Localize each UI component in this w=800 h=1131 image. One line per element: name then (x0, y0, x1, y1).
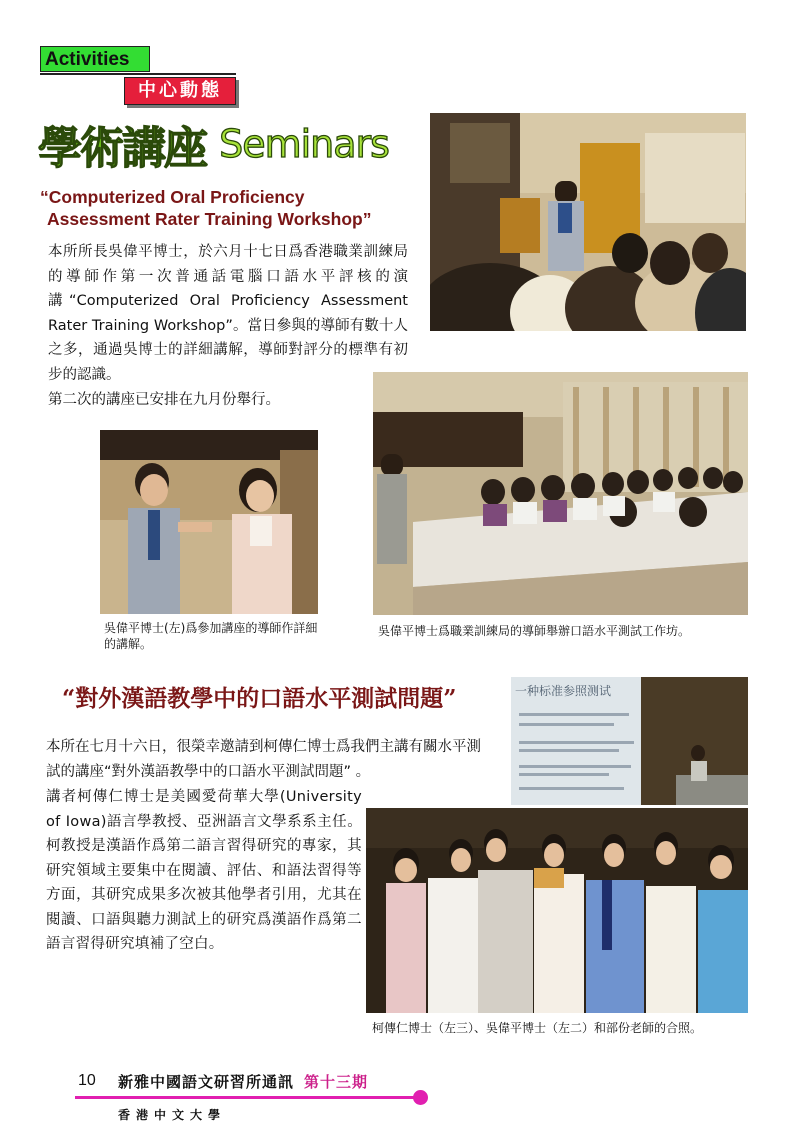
article1-paragraph2: 第二次的講座已安排在九月份舉行。 (48, 392, 280, 408)
issue-number: 第十三期 (304, 1073, 369, 1091)
caption-group-photo: 柯傳仁博士（左三）、吳偉平博士（左二）和部份老師的合照。 (372, 1021, 703, 1035)
university-name: 香港中文大學 (118, 1108, 227, 1122)
section-heading-zh: 學術講座 (38, 123, 206, 174)
photo-classroom-workshop (373, 372, 748, 615)
article2-title: “對外漢語教學中的口語水平測試問題” (62, 685, 457, 712)
section-heading (38, 112, 389, 172)
photo-conversation (100, 430, 318, 614)
footer-dot (413, 1090, 428, 1105)
article1-title (40, 186, 420, 230)
page-number: 10 (78, 1072, 96, 1089)
article1-title-line1: “Computerized Oral Proficiency (40, 187, 305, 207)
section-tag-activities: Activities (40, 46, 150, 72)
slide-heading: 一种标准参照测试 (515, 684, 612, 698)
article2-paragraph2: 講者柯傳仁博士是美國愛荷華大學(University of Iowa)語言學教授、亞洲語言文學系系主任。柯教授是漢語作爲第二語言習得研究的專家，其研究領域主要集中在閱讀、評估、和語法習得等方面，其研究成果多次被其他學者引用，尤其在閱讀、口語與聽力測試上的研究爲漢語作爲第二語言習得研究填補了空白。 (46, 789, 362, 952)
article2-paragraph1: 本所在七月十六日，很榮幸邀請到柯傳仁博士爲我們主講有關水平測試的講座“對外漢語教學中的口語水平測試問題” 。 (46, 739, 481, 780)
caption-workshop: 吳偉平博士爲職業訓練局的導師舉辦口語水平測試工作坊。 (378, 624, 691, 638)
tag-divider (40, 73, 236, 75)
section-heading-en: Seminars (219, 122, 389, 166)
article1-title-line2: Assessment Rater Training Workshop” (47, 209, 372, 229)
footer-rule (75, 1096, 420, 1099)
photo-lecture-speaker (430, 113, 746, 331)
photo-presentation-slide (511, 677, 748, 805)
newsletter-name: 新雅中國語文研習所通訊 (118, 1073, 295, 1091)
newsletter-title (118, 1071, 368, 1092)
photo-group (366, 808, 748, 1013)
article1-paragraph1: 本所所長吳偉平博士，於六月十七日爲香港職業訓練局的導師作第一次普通話電腦口語水平評核的演講“Computerized Oral Proficiency Assessment Rater Training Workshop”。當日參與的導師有數十人之多，通過吳博士的詳細講解，導師對評分的標準有初步的認識。 (48, 244, 408, 383)
caption-conversation: 吳偉平博士(左)爲參加講座的導師作詳細的講解。 (104, 621, 318, 651)
section-tag-zh: 中心動態 (124, 77, 236, 105)
